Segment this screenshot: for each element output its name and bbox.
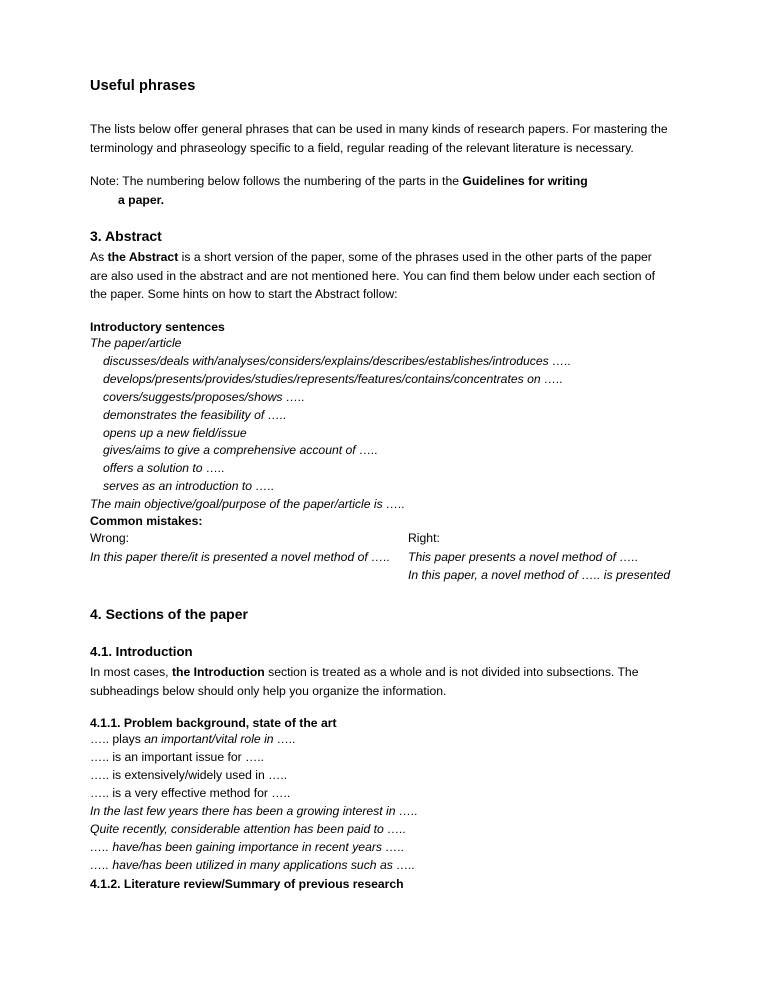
introduction-text-1: In most cases, — [90, 665, 172, 680]
list-item — [90, 731, 678, 749]
note-continuation: a paper. — [118, 192, 165, 207]
list-item — [90, 767, 678, 785]
introduction-bold: the Introduction — [171, 665, 265, 680]
note-prefix: Note: The numbering below follows the numbering of the parts in the — [90, 174, 463, 189]
item-italic: ….. have/has been utilized in many applications such as ….. — [90, 857, 416, 872]
right-example-1: This paper presents a novel method of ….. — [408, 549, 639, 564]
introduction-paragraph — [90, 663, 650, 700]
item-plain: ….. is extensively/widely used in ….. — [90, 768, 288, 783]
right-label: Right: — [408, 531, 440, 546]
phrase-stem: The paper/article — [90, 335, 182, 350]
list-item: offers a solution to ….. — [103, 461, 225, 476]
mistakes-column-right — [408, 529, 688, 584]
wrong-label: Wrong: — [90, 531, 130, 546]
item-italic: ….. have/has been gaining importance in recent years ….. — [90, 839, 405, 854]
list-item: develops/presents/provides/studies/represents/features/contains/concentrates on ….. — [103, 371, 563, 386]
item-italic: an important/vital role in ….. — [144, 732, 296, 747]
item-plain: ….. plays — [90, 732, 145, 747]
objective-line: The main objective/goal/purpose of the paper/article is ….. — [90, 497, 406, 512]
list-item: opens up a new field/issue — [103, 425, 247, 440]
item-italic: In the last few years there has been a growing interest in ….. — [90, 803, 418, 818]
list-item: covers/suggests/proposes/shows ….. — [103, 389, 305, 404]
mistakes-column-wrong — [90, 529, 408, 584]
list-item — [90, 785, 678, 803]
heading-412-literature-review: 4.1.2. Literature review/Summary of previous research — [90, 876, 404, 891]
item-plain: ….. is an important issue for ….. — [90, 750, 265, 765]
abstract-paragraph — [90, 248, 670, 304]
wrong-example: In this paper there/it is presented a novel method of ….. — [90, 549, 391, 564]
list-item: serves as an introduction to ….. — [103, 479, 275, 494]
heading-introduction: 4.1. Introduction — [90, 644, 193, 660]
note-bold: Guidelines for writing — [462, 174, 588, 189]
common-mistakes-table — [90, 529, 678, 584]
abstract-phrase-list — [90, 353, 678, 497]
list-item — [90, 803, 678, 821]
item-plain: ….. is a very effective method for ….. — [90, 786, 291, 800]
abstract-text-2: is a short version of the paper, some of the phrases used in the other parts of the paper are also used in the abstract and are not mentioned here. You can find them below under each section of the paper. Some hints on how to start the Abstract follow: — [90, 250, 656, 302]
intro-paragraph: The lists below offer general phrases that can be used in many kinds of research papers. For mastering the terminology and phraseology specific to a field, regular reading of the relevant literature is necessary. — [90, 122, 668, 155]
list-item — [90, 749, 678, 767]
list-item — [90, 821, 678, 839]
list-item: gives/aims to give a comprehensive account of ….. — [103, 443, 379, 458]
numbering-note — [90, 172, 678, 209]
list-item: demonstrates the feasibility of ….. — [103, 407, 287, 422]
list-item — [90, 839, 678, 857]
label-common-mistakes: Common mistakes: — [90, 514, 203, 529]
label-introductory-sentences: Introductory sentences — [90, 319, 225, 334]
abstract-bold: the Abstract — [107, 250, 179, 265]
heading-411-problem-background: 4.1.1. Problem background, state of the art — [90, 716, 337, 731]
item-italic: Quite recently, considerable attention has been paid to ….. — [90, 821, 407, 836]
list-item — [90, 857, 678, 875]
page-title: Useful phrases — [90, 78, 196, 94]
problem-background-list — [90, 731, 678, 875]
heading-abstract: 3. Abstract — [90, 228, 162, 245]
list-item: discusses/deals with/analyses/considers/explains/describes/establishes/introduces ….. — [103, 353, 572, 368]
heading-sections-of-the-paper: 4. Sections of the paper — [90, 606, 248, 623]
introduction-text-2: section is treated as a whole and is not divided into subsections. The subheadings below should only help you organize the information. — [90, 665, 639, 698]
right-example-2: In this paper, a novel method of ….. is presented — [408, 567, 671, 582]
abstract-text-1: As — [90, 250, 108, 265]
